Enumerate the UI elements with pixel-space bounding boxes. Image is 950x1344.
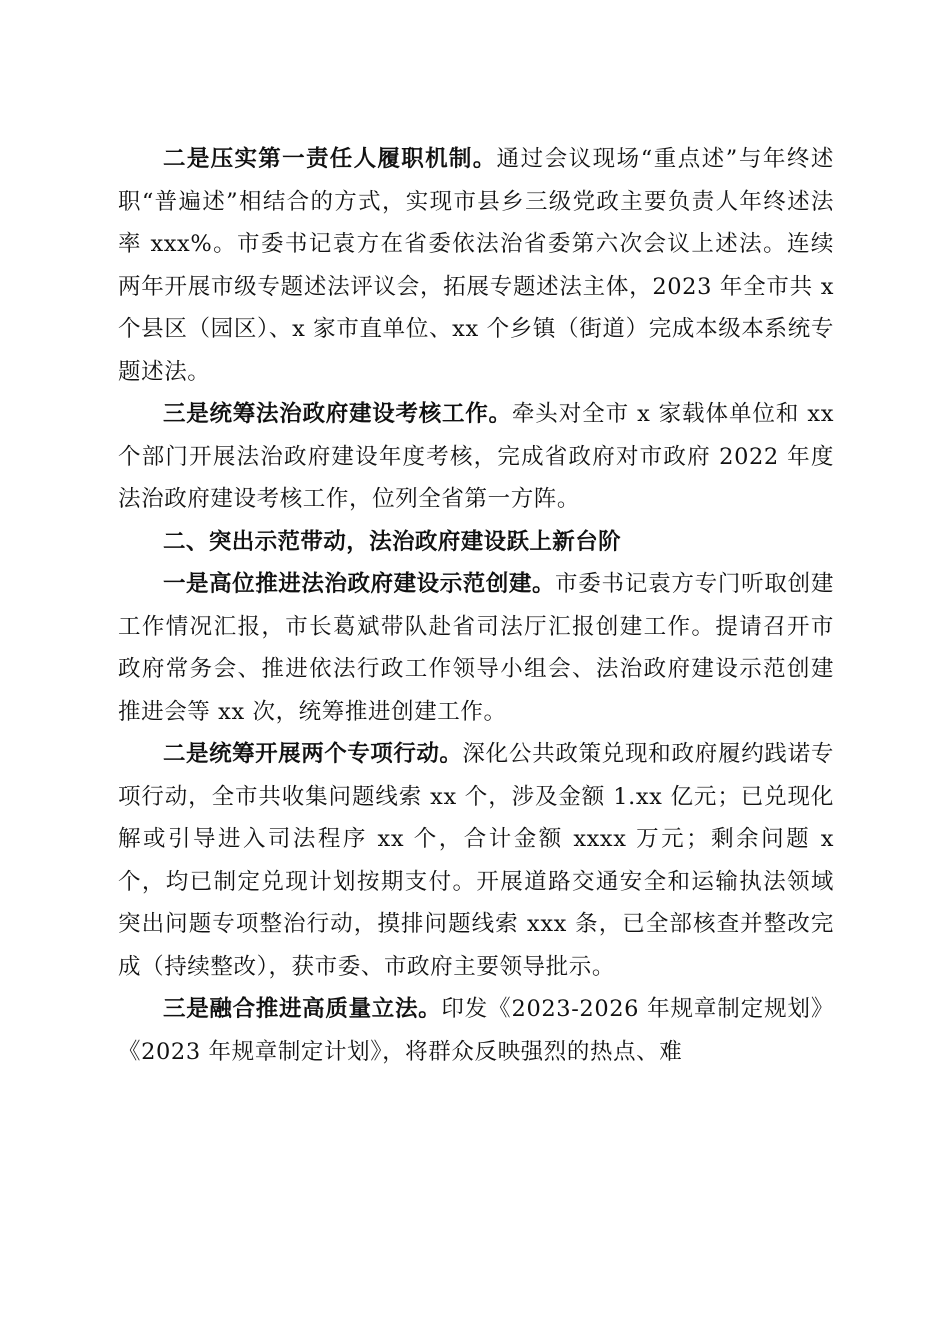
paragraph-lead: 二是统筹开展两个专项行动。 bbox=[163, 741, 463, 767]
paragraph-performance-mechanism bbox=[118, 138, 834, 393]
section-heading: 二、突出示范带动，法治政府建设跃上新台阶 bbox=[163, 528, 622, 555]
paragraph-lead: 三是统筹法治政府建设考核工作。 bbox=[163, 401, 512, 427]
paragraph-lead: 三是融合推进高质量立法。 bbox=[163, 996, 442, 1022]
paragraph-lead: 一是高位推进法治政府建设示范创建。 bbox=[163, 571, 556, 597]
paragraph-body: 印发《2023-2026 年规章制定规划》《2023 年规章制定计划》，将群众反映强烈的热点、难 bbox=[118, 996, 834, 1065]
paragraph-special-actions bbox=[118, 733, 834, 988]
paragraph-legislation bbox=[118, 988, 834, 1073]
paragraph-body: 牵头对全市 x 家载体单位和 xx 个部门开展法治政府建设年度考核，完成省政府对市政府 2022 年度法治政府建设考核工作，位列全省第一方阵。 bbox=[118, 401, 834, 512]
document-page bbox=[118, 138, 834, 1073]
paragraph-body: 通过会议现场“重点述”与年终述职“普遍述”相结合的方式，实现市县乡三级党政主要负责人年终述法率 xxx%。市委书记袁方在省委依法治省委第六次会议上述法。连续两年开展市级专题述法评议会，拓展专题述法主体，2023 年全市共 x 个县区（园区）、x 家市直单位、xx 个乡镇（街道）完成本级本系统专题述法。 bbox=[118, 146, 834, 385]
paragraph-body: 深化公共政策兑现和政府履约践诺专项行动，全市共收集问题线索 xx 个，涉及金额 1.xx 亿元；已兑现化解或引导进入司法程序 xx 个，合计金额 xxxx 万元；剩余问题 x 个，均已制定兑现计划按期支付。开展道路交通安全和运输执法领域突出问题专项整治行动，摸排问题线索 xxx 条，已全部核查并整改完成（持续整改），获市委、市政府主要领导批示。 bbox=[118, 741, 834, 980]
paragraph-assessment-work bbox=[118, 393, 834, 521]
paragraph-body: 市委书记袁方专门听取创建工作情况汇报，市长葛斌带队赴省司法厅汇报创建工作。提请召开市政府常务会、推进依法行政工作领导小组会、法治政府建设示范创建推进会等 xx 次，统筹推进创建工作。 bbox=[118, 571, 834, 725]
paragraph-lead: 二是压实第一责任人履职机制。 bbox=[163, 146, 497, 172]
paragraph-demonstration-creation bbox=[118, 563, 834, 733]
